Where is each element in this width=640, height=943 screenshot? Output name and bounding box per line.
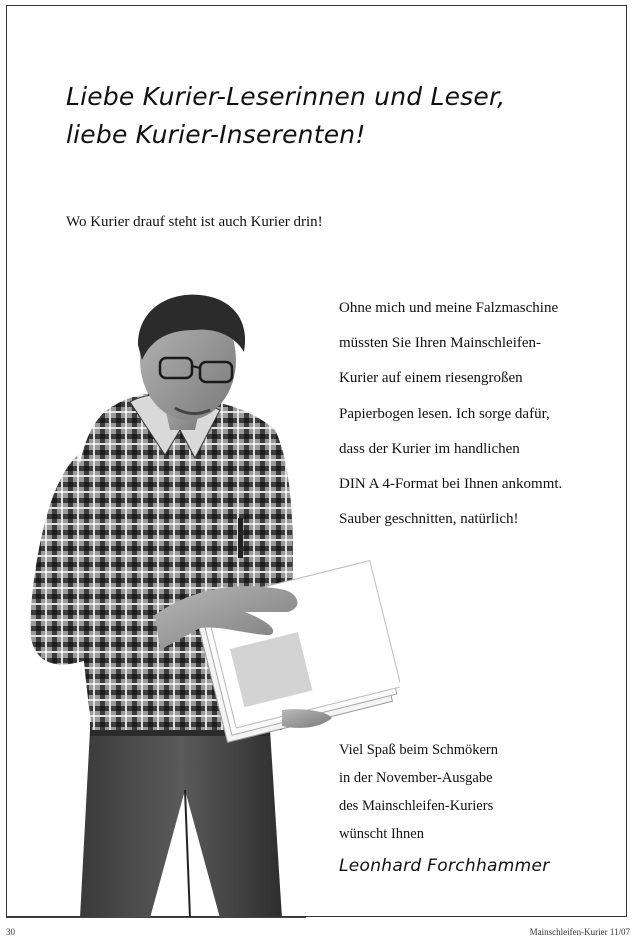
headline-line-1: Liebe Kurier-Leserinnen und Leser,: [66, 82, 506, 111]
signature: Leonhard Forchhammer: [339, 856, 550, 876]
closing-paragraph: [339, 736, 589, 848]
closing-line: Viel Spaß beim Schmökern: [339, 742, 499, 758]
closing-line: in der November-Ausgabe: [339, 770, 493, 786]
body-line: dass der Kurier im handlichen: [339, 440, 520, 457]
footer-divider: [6, 917, 306, 918]
closing-line: des Mainschleifen-Kuriers: [339, 798, 494, 814]
body-line: Ohne mich und meine Falzmaschine: [339, 300, 559, 316]
body-line: Kurier auf einem riesengroßen: [339, 370, 523, 387]
headline: [66, 78, 586, 154]
intro-text: Wo Kurier drauf steht ist auch Kurier drin!: [66, 214, 323, 230]
closing-line: wünscht Ihnen: [339, 826, 424, 842]
body-line: Papierbogen lesen. Ich sorge dafür,: [339, 405, 550, 422]
body-line: DIN A 4-Format bei Ihnen ankommt.: [339, 476, 563, 493]
body-line: Sauber geschnitten, natürlich!: [339, 511, 519, 528]
page-number: 30: [6, 927, 15, 937]
headline-line-2: liebe Kurier-Inserenten!: [66, 120, 366, 149]
body-paragraph: [339, 291, 609, 537]
body-line: müssten Sie Ihren Mainschleifen-: [339, 335, 542, 352]
publication-title: Mainschleifen-Kurier 11/07: [529, 927, 630, 937]
